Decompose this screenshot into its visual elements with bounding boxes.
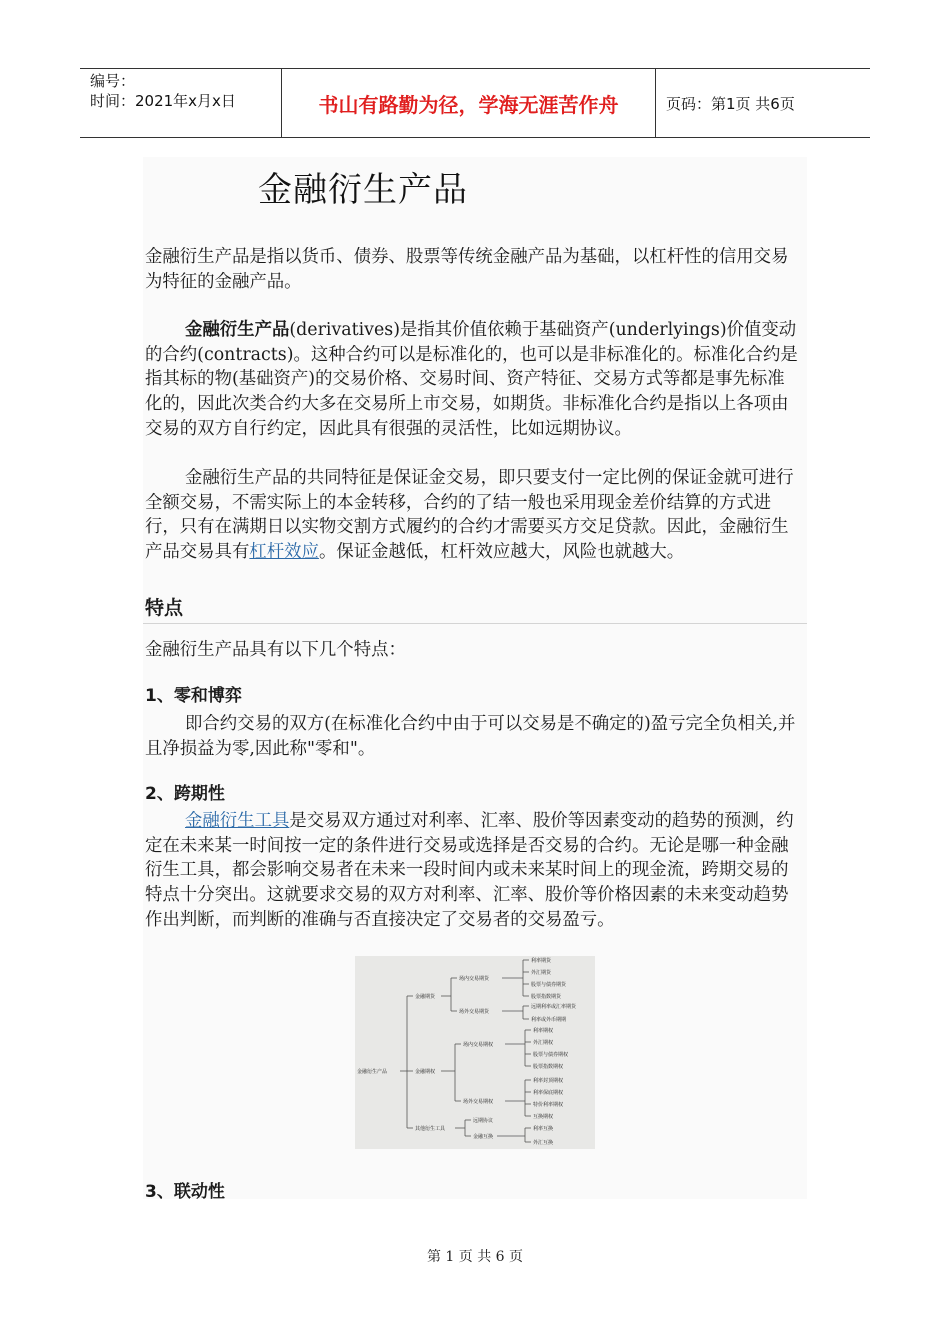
diagram-l3-item: 互换期权	[533, 1114, 554, 1120]
diagram-l3-item: 股票与债券期货	[531, 982, 567, 988]
diagram-l3-item: 股票与债券期权	[533, 1052, 569, 1058]
diagram-l2-exchange-futures: 场内交易期货	[459, 976, 490, 982]
item1-text: 即合约交易的双方(在标准化合约中由于可以交易是不确定的)盈亏完全负相关,并且净损益为零,因此称"零和"。	[145, 714, 796, 759]
diagram-l2-otc-futures: 场外交易期货	[459, 1009, 490, 1015]
intro-paragraph: 金融衍生产品是指以货币、债券、股票等传统金融产品为基础，以杠杆性的信用交易为特征的金融产品。	[145, 247, 789, 292]
diagram-l3-item: 利率期权	[533, 1028, 554, 1034]
definition-term: 金融衍生产品	[185, 320, 290, 340]
diagram-l1-options: 金融期权	[415, 1069, 436, 1075]
diagram-l3-item: 利率期货	[531, 958, 552, 964]
diagram-l2-exchange-options: 场内交易期权	[463, 1042, 494, 1048]
diagram-l3-item: 利率互换	[533, 1126, 554, 1132]
feature-text-before: 金融衍生产品的共同特征是保证金交易，即只要支付一定比例的保证金就可进行全额交易，不需实际上的本金转移，合约的了结一般也采用现金差价结算的方式进行，只有在满期日以实物交割方式履约的合约才需要买方交足贷款。因此，金融衍生产品交易具有	[145, 468, 794, 563]
page-header	[80, 68, 870, 138]
section-heading-features: 特点	[145, 597, 184, 619]
diagram-svg	[355, 956, 595, 1149]
item2-paragraph	[145, 809, 801, 933]
feature-paragraph	[145, 466, 801, 565]
diagram-l3-item: 外汇期货	[531, 970, 552, 976]
diagram-l3-item: 股票指数期权	[533, 1064, 564, 1070]
diagram-l3-item: 特价利率期权	[533, 1102, 564, 1108]
page-footer: 第 1 页 共 6 页	[426, 1249, 524, 1265]
diagram-root-label: 金融衍生产品	[357, 1069, 388, 1075]
diagram-l3-item: 利率或外币期期	[531, 1017, 567, 1023]
features-intro: 金融衍生产品具有以下几个特点：	[145, 640, 406, 660]
diagram-l2-swap: 金融互换	[473, 1134, 494, 1140]
header-meta	[80, 69, 282, 137]
leverage-effect-link[interactable]: 杠杆效应	[249, 542, 319, 563]
header-motto: 书山有路勤为径，学海无涯苦作舟	[282, 69, 656, 137]
document-number-label: 编号：	[90, 72, 136, 90]
item1-paragraph	[145, 712, 801, 761]
derivative-tools-link[interactable]: 金融衍生工具	[185, 811, 290, 831]
diagram-l1-others: 其他衍生工具	[415, 1126, 446, 1132]
diagram-l3-item: 外汇期权	[533, 1040, 554, 1046]
item3-heading: 3、联动性	[145, 1182, 225, 1202]
document-time-label: 时间：2021年x月x日	[90, 92, 236, 110]
diagram-l1-futures: 金融期货	[415, 994, 436, 1000]
item2-text: 是交易双方通过对利率、汇率、股价等因素变动的趋势的预测，约定在未来某一时间按一定的条件进行交易或选择是否交易的合约。无论是哪一种金融衍生工具，都会影响交易者在未来一段时间内或未来某时间上的现金流，跨期交易的特点十分突出。这就要求交易的双方对利率、汇率、股价等价格因素的未来变动趋势作出判断，而判断的准确与否直接决定了交易者的交易盈亏。	[145, 811, 794, 930]
section-divider	[143, 623, 807, 624]
diagram-l3-item: 远期利率或汇率期货	[531, 1004, 577, 1010]
diagram-l2-otc-options: 场外交易期权	[463, 1099, 494, 1105]
feature-text-after: 。保证金越低，杠杆效应越大，风险也就越大。	[318, 542, 685, 563]
item2-heading: 2、跨期性	[145, 784, 225, 804]
diagram-l3-item: 利率封顶期权	[533, 1078, 564, 1084]
diagram-l3-item: 利率保底期权	[533, 1090, 564, 1096]
document-title: 金融衍生产品	[258, 170, 468, 210]
definition-text: (derivatives)是指其价值依赖于基础资产(underlyings)价值变动的合约(contracts)。这种合约可以是标准化的，也可以是非标准化的。标准化合约是指其标的物(基础资产)的交易价格、交易时间、资产特征、交易方式等都是事先标准化的，因此次类合约大多在交易所上市交易，如期货。非标准化合约是指以上各项由交易的双方自行约定，因此具有很强的灵活性，比如远期协议。	[145, 320, 798, 439]
item1-heading: 1、零和博弈	[145, 686, 242, 706]
diagram-l3-item: 股票指数期货	[531, 994, 562, 1000]
definition-paragraph	[145, 318, 801, 442]
diagram-l2-forward: 远期协议	[473, 1118, 494, 1124]
diagram-l3-item: 外汇互换	[533, 1140, 554, 1146]
header-page-code: 页码：第1页 共6页	[666, 94, 795, 113]
derivatives-classification-diagram	[355, 956, 595, 1149]
